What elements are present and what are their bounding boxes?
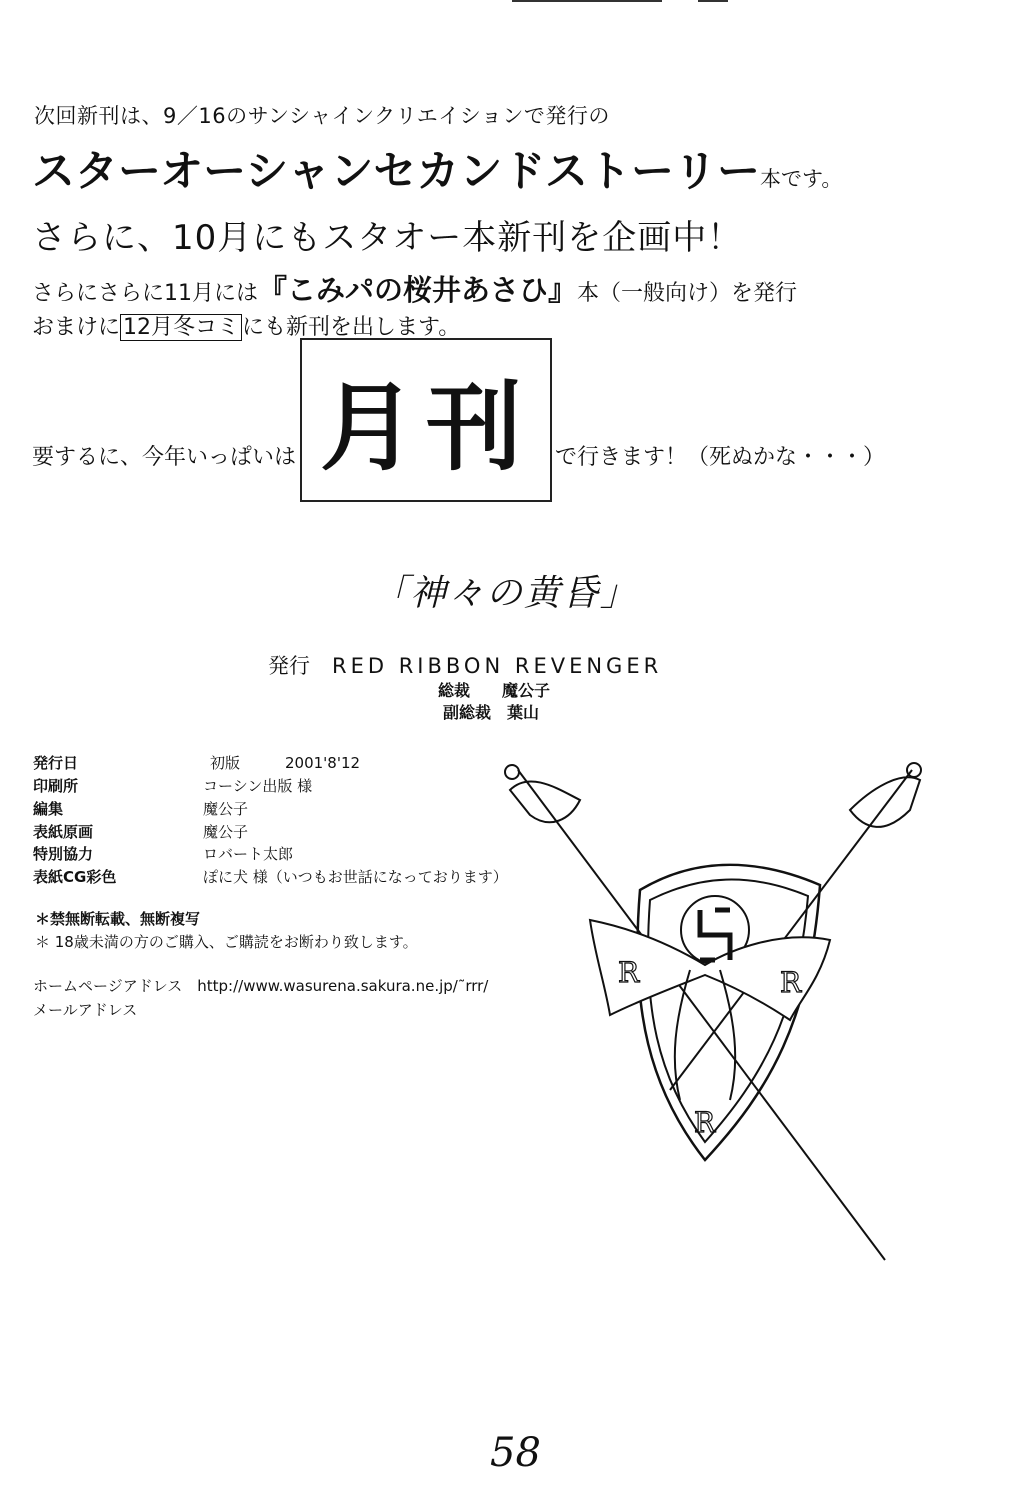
emblem-letter-bottom: R: [694, 1106, 716, 1139]
president-line: 総裁 魔公子: [438, 681, 551, 700]
colophon-label: 編集: [33, 800, 64, 818]
publisher-label: 発行: [268, 654, 310, 678]
emblem-letter-left: R: [618, 956, 640, 989]
colophon-value: コーシン出版 様: [203, 777, 313, 795]
line4-title: 『こみパの桜井あさひ』: [258, 273, 578, 307]
colophon-value: ぽに犬 様（いつもお世話になっております）: [203, 868, 508, 886]
publisher-name: RED RIBBON REVENGER: [332, 654, 663, 678]
right-sword-blade: [670, 770, 912, 1090]
next-book-suffix: 本です。: [760, 167, 843, 191]
colophon-label: 表紙原画: [33, 823, 94, 841]
next-book-title: スターオーシャンセカンドストーリー: [32, 147, 760, 197]
announcement-line1: 次回新刊は、9／16のサンシャインクリエイションで発行の: [34, 104, 610, 128]
top-rule-right: [698, 0, 728, 2]
right-sword-guard: [850, 777, 920, 827]
line4-prefix: さらにさらに11月には: [32, 281, 258, 306]
page-number: 58: [490, 1430, 541, 1476]
medallion-symbol-icon: [700, 910, 730, 960]
big-word: 月刊: [320, 371, 532, 484]
colophon-value: 魔公子: [203, 800, 249, 818]
top-rule-left: [512, 0, 662, 2]
announcement-line4: [32, 268, 797, 309]
mail-address: メールアドレス: [33, 1001, 138, 1019]
colophon-value: ロバート太郎: [203, 845, 294, 863]
line5-prefix: おまけに: [32, 315, 121, 340]
line5-suffix: にも新刊を出します。: [242, 315, 461, 340]
announcement-line3: さらに、10月にもスタオー本新刊を企画中！: [32, 218, 743, 258]
left-sword-pommel: [505, 765, 519, 779]
age-restriction-note: ＊ 18歳未満の方のご購入、ご購読をお断わり致します。: [35, 933, 418, 951]
big-word-box: [300, 338, 552, 502]
line4-suffix: 本（一般向け）を発行: [577, 281, 798, 306]
colophon-value: 魔公子: [203, 823, 249, 841]
publisher-line: [268, 650, 662, 680]
line6-prefix: 要するに、今年いっぱいは: [32, 445, 297, 470]
crossed-swords-emblem: [490, 760, 930, 1280]
copyright-note: ＊禁無断転載、無断複写: [35, 910, 201, 928]
book-title: 「神々の黄昏」: [372, 573, 639, 614]
line5-boxed: 12月冬コミ: [120, 314, 242, 341]
announcement-line2: [32, 138, 842, 199]
homepage-address: ホームページアドレス http://www.wasurena.sakura.ne.jp/˜rrr/: [33, 977, 489, 995]
left-sword-blade: [518, 770, 885, 1260]
vice-president-line: 副総裁 葉山: [443, 703, 540, 722]
colophon-label: 特別協力: [33, 845, 94, 863]
emblem-letter-right: R: [780, 966, 802, 999]
colophon-value: 初版 2001'8'12: [210, 754, 361, 772]
ribbon-tails: [675, 970, 735, 1100]
colophon-label: 印刷所: [33, 777, 79, 795]
announcement-line5: [32, 310, 460, 341]
right-sword-pommel: [907, 763, 921, 777]
line6-suffix: で行きます！（死ぬかな・・・）: [555, 445, 886, 470]
colophon-label: 表紙CG彩色: [33, 868, 117, 886]
left-sword-guard: [510, 781, 580, 822]
colophon-label: 発行日: [33, 754, 79, 772]
